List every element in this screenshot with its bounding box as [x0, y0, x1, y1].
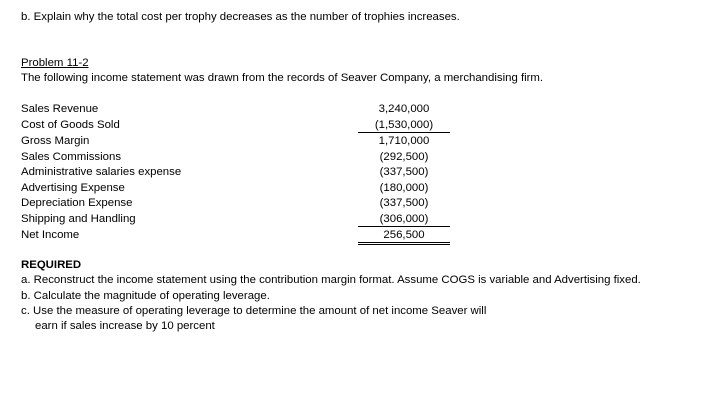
statement-amount: (1,530,000) [358, 118, 450, 133]
statement-label: Sales Commissions [21, 151, 122, 163]
statement-label: Advertising Expense [21, 182, 125, 194]
statement-amount: (180,000) [379, 182, 429, 194]
required-item-c-continued: earn if sales increase by 10 percent [35, 320, 215, 332]
required-item-a: a. Reconstruct the income statement using the contribution margin format. Assume COGS is variable and Advertising fixed. [21, 274, 641, 286]
statement-label: Administrative salaries expense [21, 166, 182, 178]
statement-amount: (306,000) [358, 212, 450, 227]
problem-title: Problem 11-2 [21, 57, 89, 69]
statement-label: Cost of Goods Sold [21, 119, 120, 131]
required-item-b: b. Calculate the magnitude of operating leverage. [21, 290, 270, 302]
question-b-text: b. Explain why the total cost per trophy decreases as the number of trophies increases. [21, 11, 460, 23]
statement-label: Depreciation Expense [21, 197, 133, 209]
statement-label: Net Income [21, 229, 80, 241]
statement-amount: (337,500) [379, 197, 429, 209]
required-item-c: c. Use the measure of operating leverage to determine the amount of net income Seaver will [21, 305, 487, 317]
statement-label: Shipping and Handling [21, 213, 136, 225]
statement-label: Gross Margin [21, 135, 90, 147]
statement-label: Sales Revenue [21, 103, 99, 115]
statement-amount: (292,500) [379, 151, 429, 163]
problem-intro: The following income statement was drawn from the records of Seaver Company, a merchandising firm. [21, 72, 544, 84]
statement-amount: 3,240,000 [378, 103, 430, 115]
statement-amount: 1,710,000 [378, 135, 430, 147]
statement-total: 256,500 [358, 228, 450, 245]
required-heading: REQUIRED [21, 259, 82, 271]
statement-amount: (337,500) [379, 166, 429, 178]
